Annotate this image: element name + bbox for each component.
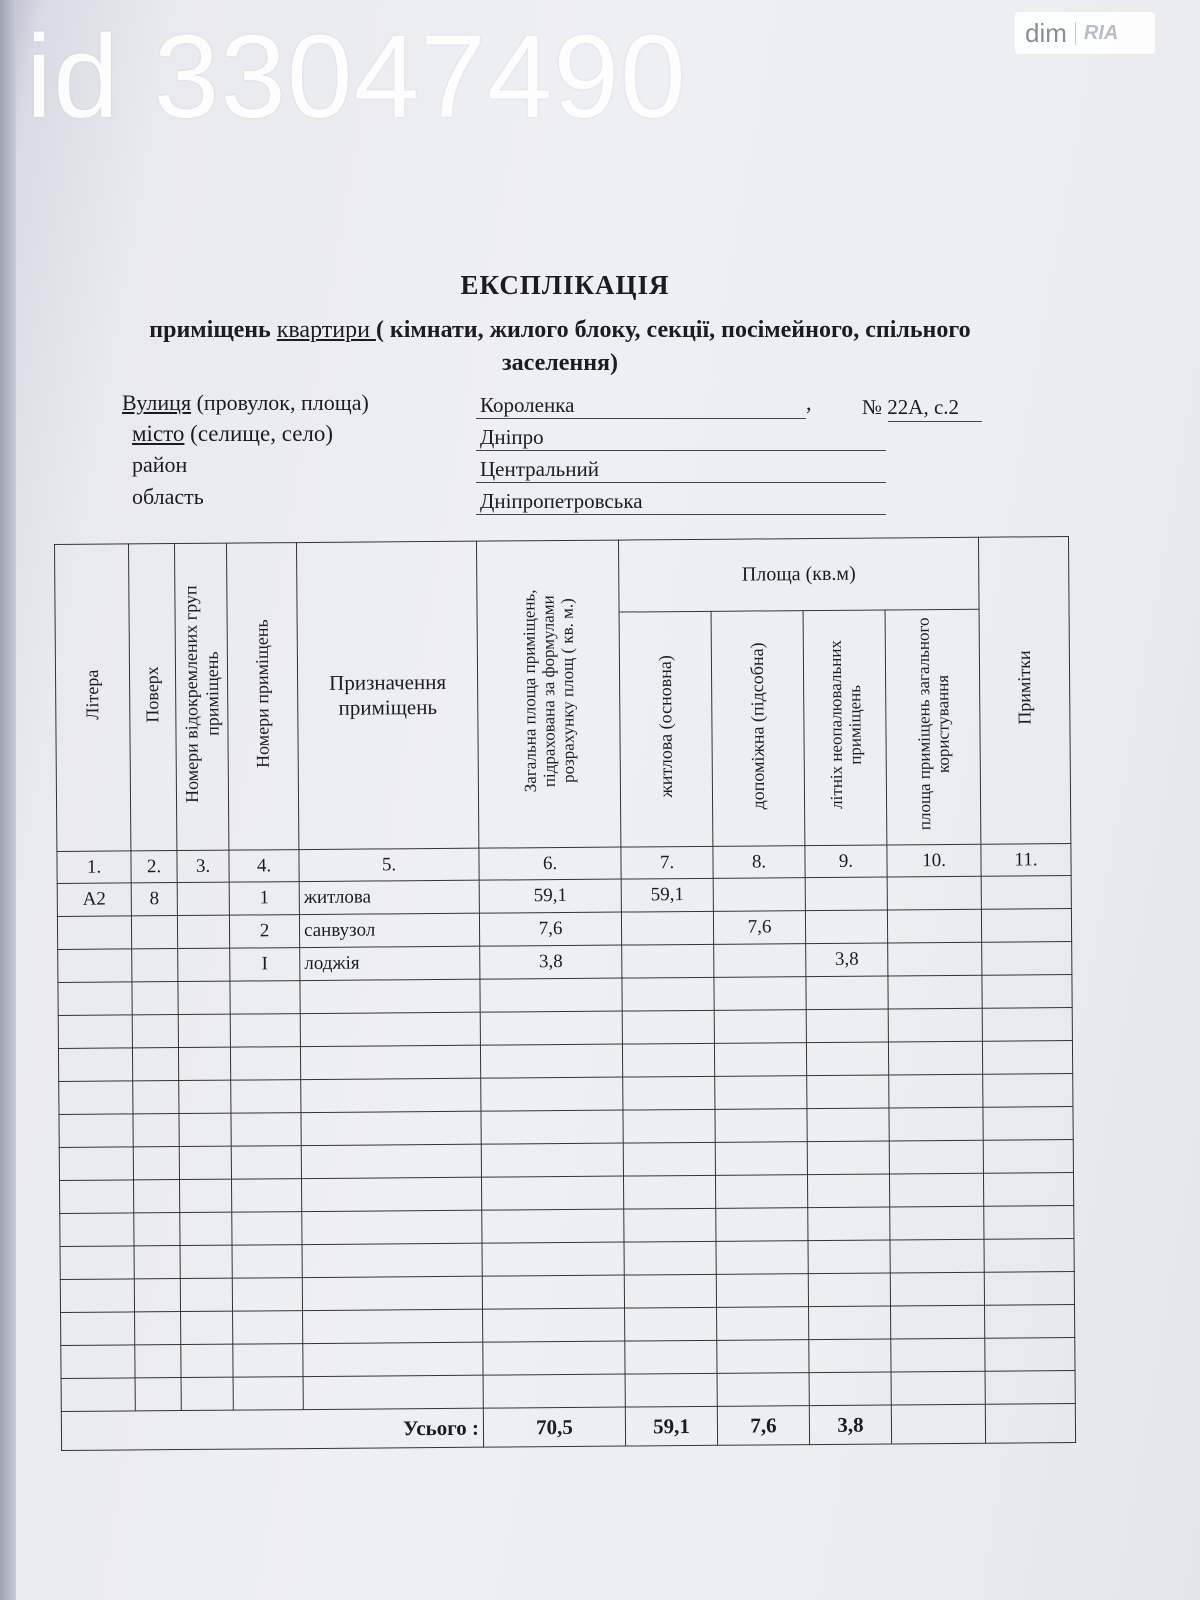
empty-cell [984,1173,1074,1207]
subtitle-apartment: квартири [276,317,376,343]
empty-cell [302,1210,482,1244]
empty-cell [809,1306,891,1340]
subtitle-prefix: приміщень [149,317,277,343]
empty-cell [481,1077,623,1111]
empty-cell [58,1015,132,1049]
empty-cell [301,1111,481,1145]
empty-cell [58,1048,132,1082]
empty-cell [625,1373,717,1407]
empty-cell [60,1246,134,1280]
empty-cell [301,1177,481,1211]
house-number-value: № 22А, с.2 [862,395,960,419]
empty-cell [181,1344,233,1377]
empty-cell [714,1010,806,1044]
empty-cell [889,1140,983,1174]
header-auxiliary: допоміжна (підсобна) [711,611,805,847]
empty-cell [483,1374,625,1408]
empty-cell [181,1311,233,1344]
empty-cell [135,1312,181,1345]
empty-cell [623,1142,715,1176]
total-summer-area: 3,8 [809,1405,891,1445]
subtitle-rest: ( кімнати, жилого блоку, секції, посімейного, спільного заселення) [375,317,971,376]
empty-cell [61,1378,135,1412]
empty-cell [809,1339,891,1373]
col-num: 3. [177,850,229,882]
empty-cell [480,1044,622,1078]
col-num: 2. [131,851,177,883]
empty-cell [808,1207,890,1241]
city-label-rest: (селище, село) [184,421,334,446]
empty-cell [624,1241,716,1275]
brand-dim-text: dim [1025,17,1067,48]
table-row: 2 санвузол 7,6 7,6 [57,909,1071,950]
empty-cell [134,1279,180,1312]
empty-cell [714,977,806,1011]
empty-cell [808,1240,890,1274]
empty-cell [625,1307,717,1341]
empty-cell [715,1175,807,1209]
empty-cell [180,1212,232,1245]
col-num: 11. [981,844,1071,877]
empty-cell [624,1208,716,1242]
empty-cell [480,978,622,1012]
empty-cell [481,1176,623,1210]
empty-cell [807,1141,889,1175]
empty-cell [982,1041,1072,1075]
sheet-edge [0,0,16,1600]
empty-cell [716,1241,808,1275]
header-floor: Поверх [129,544,177,851]
empty-cell [61,1312,135,1346]
empty-cell [985,1338,1075,1372]
col-num: 7. [621,846,713,879]
empty-cell [132,1048,178,1081]
col-num: 4. [229,850,299,883]
empty-cell [717,1340,809,1374]
total-row [61,1404,1075,1451]
empty-cell [890,1206,984,1240]
empty-cell [59,1081,133,1115]
total-auxiliary-area: 7,6 [717,1406,809,1446]
empty-cell [807,1174,889,1208]
empty-cell [716,1208,808,1242]
col-num: 8. [713,846,805,879]
empty-cell [60,1213,134,1247]
district-value: Центральний [476,456,886,483]
explication-table [54,536,1076,1451]
empty-cell [60,1279,134,1313]
empty-cell [888,975,982,1009]
empty-cell [178,1014,230,1047]
empty-cell [178,981,230,1014]
empty-cell [715,1142,807,1176]
empty-cell [181,1377,233,1410]
empty-cell [623,1076,715,1110]
street-value: Короленка [476,392,806,419]
empty-cell [302,1276,482,1310]
empty-cell [714,1043,806,1077]
empty-cell [59,1114,133,1148]
empty-cell [231,1179,301,1213]
empty-cell [134,1213,180,1246]
empty-cell [482,1275,624,1309]
empty-cell [622,1010,714,1044]
empty-cell [135,1378,181,1411]
empty-cell [180,1245,232,1278]
listing-id-watermark: id 33047490 [26,11,687,143]
empty-cell [890,1272,984,1306]
address-comma: , [806,390,812,415]
empty-cell [481,1143,623,1177]
empty-cell [482,1242,624,1276]
region-label: область [132,484,204,509]
empty-cell [622,1043,714,1077]
empty-cell [890,1239,984,1273]
empty-cell [232,1245,302,1279]
document-title: ЕКСПЛІКАЦІЯ [460,270,670,300]
city-label-main: місто [132,421,185,446]
empty-cell [715,1109,807,1143]
empty-cell [133,1147,179,1180]
empty-cell [230,981,300,1015]
street-label [122,390,369,416]
street-label-rest: (провулок, площа) [191,390,369,415]
empty-cell [889,1074,983,1108]
district-label: район [132,452,188,477]
table-row: I лоджія 3,8 3,8 [58,942,1072,983]
header-purpose: Призначення приміщень [296,541,478,849]
empty-cell [179,1113,231,1146]
header-area-group: Площа (кв.м) [618,537,979,612]
empty-cell [302,1243,482,1277]
empty-cell [983,1107,1073,1141]
total-label: Усього : [61,1408,483,1450]
empty-cell [715,1076,807,1110]
empty-cell [984,1272,1074,1306]
empty-cell [230,1047,300,1081]
empty-cell [179,1146,231,1179]
empty-cell [134,1246,180,1279]
empty-cell [888,1041,982,1075]
empty-cell [178,1047,230,1080]
total-notes [985,1404,1075,1444]
empty-cell [623,1109,715,1143]
empty-cell [806,1042,888,1076]
city-value: Дніпро [476,424,886,451]
empty-cell [180,1278,232,1311]
header-litera: Літера [55,544,131,852]
street-label-main: Вулиця [122,390,192,415]
empty-cell [891,1371,985,1405]
empty-cell [300,979,480,1013]
empty-cell [301,1144,481,1178]
empty-cell [179,1080,231,1113]
empty-cell [625,1340,717,1374]
empty-cell [59,1180,133,1214]
header-summer: літніх неопалювальних приміщень [803,610,887,846]
empty-cell [985,1305,1075,1339]
empty-cell [231,1113,301,1147]
total-common-area [891,1404,985,1444]
col-num: 1. [57,851,131,884]
empty-cell [624,1274,716,1308]
empty-cell [483,1308,625,1342]
region-value: Дніпропетровська [476,488,886,515]
col-num: 5. [299,848,479,881]
empty-cell [233,1311,303,1345]
empty-cell [300,1045,480,1079]
empty-cell [982,1008,1072,1042]
empty-cell [483,1341,625,1375]
empty-cell [891,1305,985,1339]
empty-cell [481,1110,623,1144]
document-subtitle [100,314,1020,380]
empty-cell [808,1273,890,1307]
brand-ria-text: RIA [1075,22,1118,45]
empty-cell [891,1338,985,1372]
empty-cell [132,1015,178,1048]
col-num: 9. [805,845,887,878]
empty-cell [231,1080,301,1114]
empty-cell [133,1081,179,1114]
empty-cell [984,1206,1074,1240]
city-label [132,421,333,447]
empty-cell [480,1011,622,1045]
empty-cell [303,1375,483,1409]
empty-cell [716,1274,808,1308]
empty-cell [59,1147,133,1181]
header-total-area: Загальна площа приміщень, підрахована за формулами розрахунку площ ( кв. м.) [476,540,620,848]
empty-cell [133,1114,179,1147]
header-common: площа приміщень загального користування [885,609,981,845]
empty-cell [982,975,1072,1009]
empty-cell [135,1345,181,1378]
empty-cell [717,1307,809,1341]
col-num: 6. [479,847,621,880]
empty-cell [983,1140,1073,1174]
empty-cell [132,982,178,1015]
empty-cell [984,1239,1074,1273]
empty-cell [61,1345,135,1379]
empty-cell [623,1175,715,1209]
total-general-area: 70,5 [483,1407,625,1447]
empty-cell [888,1008,982,1042]
house-number-underline [888,421,982,422]
empty-cell [233,1377,303,1411]
empty-cell [232,1212,302,1246]
empty-cell [807,1075,889,1109]
header-group-numbers: Номери відокремлених груп приміщень [175,543,229,850]
empty-cell [231,1146,301,1180]
empty-cell [482,1209,624,1243]
empty-cell [232,1278,302,1312]
total-living-area: 59,1 [625,1406,717,1446]
header-living: житлова (основна) [619,611,713,847]
empty-cell [889,1107,983,1141]
empty-cell [303,1309,483,1343]
empty-cell [809,1372,891,1406]
empty-cell [807,1108,889,1142]
col-num: 10. [887,844,981,877]
empty-cell [985,1371,1075,1405]
empty-cell [806,1009,888,1043]
empty-cell [717,1373,809,1407]
empty-cell [300,1012,480,1046]
empty-cell [233,1344,303,1378]
table-row: А2 8 1 житлова 59,1 59,1 [57,876,1071,917]
empty-cell [133,1180,179,1213]
empty-cell [303,1342,483,1376]
empty-cell [58,982,132,1016]
brand-logo [1015,12,1155,54]
empty-cell [301,1078,481,1112]
empty-cell [806,976,888,1010]
header-notes: Примітки [979,537,1071,845]
empty-cell [622,977,714,1011]
empty-cell [983,1074,1073,1108]
header-room-numbers: Номери приміщень [226,543,298,851]
empty-cell [889,1173,983,1207]
empty-cell [179,1179,231,1212]
empty-cell [230,1014,300,1048]
